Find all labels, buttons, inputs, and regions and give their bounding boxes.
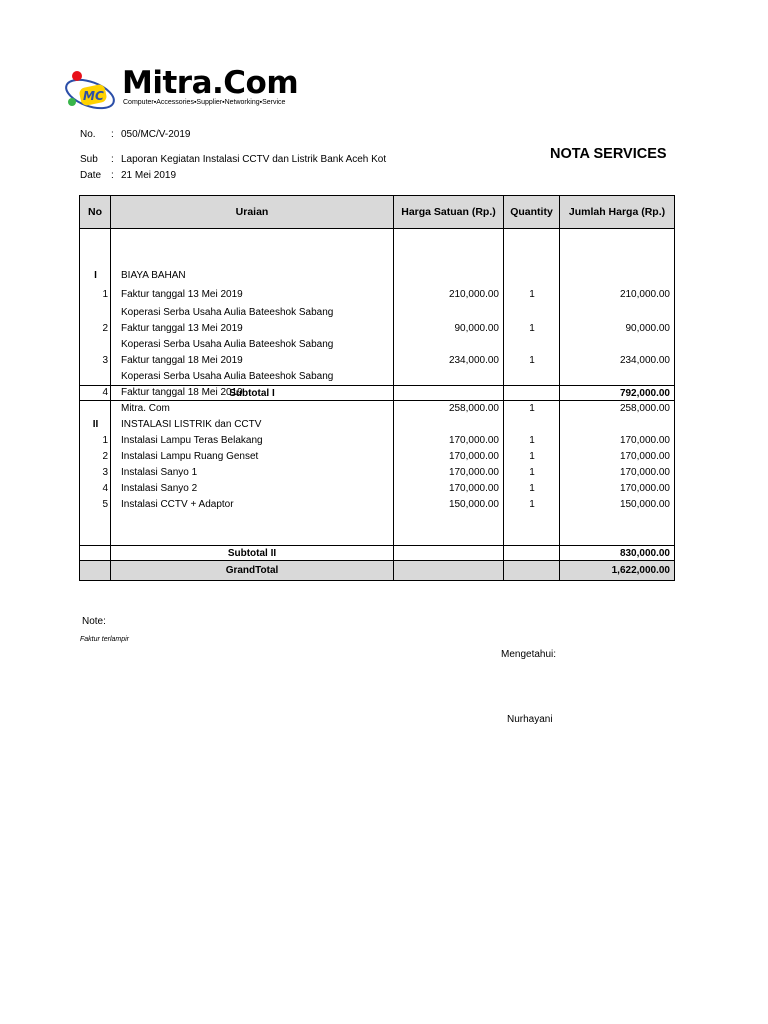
s2-item-4-jumlah: 170,000.00 [619,483,670,494]
subtotal-2-row [80,546,675,561]
logo-emblem-icon [62,66,122,118]
s2-item-1-desc: Instalasi Lampu Teras Belakang [121,435,263,446]
note-label: Note: [82,616,106,627]
col-header-jumlah: Jumlah Harga (Rp.) [560,196,675,229]
section-2-no-cell [80,401,111,546]
services-table [79,195,675,581]
subtotal-2-value: 830,000.00 [560,546,675,561]
section-2-harga-cell [394,401,504,546]
logo-red-ball [72,71,82,81]
s2-item-5-harga: 150,000.00 [448,499,499,510]
s2-item-2-jumlah: 170,000.00 [619,451,670,462]
s1-item-2-line2: Koperasi Serba Usaha Aulia Bateeshok Sabang [121,339,334,350]
col-header-uraian: Uraian [111,196,394,229]
subtotal-2-label: Subtotal II [111,546,394,561]
col-header-harga: Harga Satuan (Rp.) [394,196,504,229]
s2-item-1-jumlah: 170,000.00 [619,435,670,446]
s2-item-4-qty: 1 [529,483,535,494]
s1-item-3-no: 3 [102,355,108,366]
s1-item-4-no: 4 [102,387,108,398]
sub-label: Sub [80,154,98,165]
s1-item-2-harga: 90,000.00 [454,323,499,334]
s2-item-5-qty: 1 [529,499,535,510]
section-1-no-cell [80,229,111,398]
section-1-body [80,229,675,386]
s2-item-1-qty: 1 [529,435,535,446]
grandtotal-value: 1,622,000.00 [560,561,675,581]
s2-item-3-harga: 170,000.00 [448,467,499,478]
no-value: 050/MC/V-2019 [121,129,191,140]
section-2-body [80,401,675,546]
note-text: Faktur terlampir [80,636,130,643]
s2-item-1-no: 1 [102,435,108,446]
s1-item-4-line2: Mitra. Com [121,403,170,414]
s1-item-1-line1: Faktur tanggal 13 Mei 2019 [121,289,243,300]
section-1-qty-cell [504,229,560,414]
section-2-jumlah-cell [560,401,675,546]
s1-item-3-line1: Faktur tanggal 18 Mei 2019 [121,355,243,366]
s2-item-3-no: 3 [102,467,108,478]
s2-item-5-desc: Instalasi CCTV + Adaptor [121,499,234,510]
s2-item-4-desc: Instalasi Sanyo 2 [121,483,198,494]
s2-item-3-desc: Instalasi Sanyo 1 [121,467,198,478]
s2-item-4-harga: 170,000.00 [448,483,499,494]
section-1-title: BIAYA BAHAN [121,270,186,281]
s1-item-1-qty: 1 [529,289,535,300]
s2-item-2-harga: 170,000.00 [448,451,499,462]
acknowledged-label: Mengetahui: [501,649,557,660]
logo-tagline: Computer▪Accessories▪Supplier▪Networking▪Service [123,99,286,106]
s1-item-3-line2: Koperasi Serba Usaha Aulia Bateeshok Sabang [121,371,334,382]
s1-item-2-line1: Faktur tanggal 13 Mei 2019 [121,323,243,334]
s1-item-3-qty: 1 [529,355,535,366]
s1-item-1-line2: Koperasi Serba Usaha Aulia Bateeshok Sabang [121,307,334,318]
s2-item-3-qty: 1 [529,467,535,478]
logo-badge-text: MC [83,89,104,103]
s2-item-4-no: 4 [102,483,108,494]
date-label: Date [80,170,102,181]
document-title: NOTA SERVICES [550,146,667,162]
s2-item-5-no: 5 [102,499,108,510]
sub-value: Laporan Kegiatan Instalasi CCTV dan Listrik Bank Aceh Kot [121,154,387,165]
section-2-qty-cell [504,401,560,546]
s2-item-1-harga: 170,000.00 [448,435,499,446]
s2-item-3-jumlah: 170,000.00 [619,467,670,478]
signer-name: Nurhayani [507,714,553,725]
table-header-row [80,196,675,229]
section-1-harga-cell [394,229,504,414]
date-colon: : [111,170,114,181]
sub-colon: : [111,154,114,165]
s1-item-4-qty: 1 [529,403,535,414]
s1-item-1-jumlah: 210,000.00 [619,289,670,300]
no-colon: : [111,129,114,140]
date-value: 21 Mei 2019 [121,170,177,181]
logo-wordmark: Mitra.Com [122,65,299,101]
section-1-roman: I [94,270,97,281]
grandtotal-label: GrandTotal [111,561,394,581]
s1-item-2-jumlah: 90,000.00 [625,323,670,334]
col-header-qty: Quantity [504,196,560,229]
s1-item-4-harga: 258,000.00 [448,403,499,414]
logo-green-ball [68,98,76,106]
company-logo [62,65,299,118]
s1-item-2-qty: 1 [529,323,535,334]
s1-item-2-no: 2 [102,323,108,334]
s1-item-4-line1: Faktur tanggal 18 Mei 2019 [121,387,243,398]
s1-item-1-no: 1 [102,289,108,300]
s1-item-3-harga: 234,000.00 [448,355,499,366]
no-label: No. [80,129,96,140]
subtotal-1-value: 792,000.00 [560,386,675,401]
section-2-desc-cell [111,401,394,546]
s2-item-5-jumlah: 150,000.00 [619,499,670,510]
s1-item-3-jumlah: 234,000.00 [619,355,670,366]
s1-item-4-jumlah: 258,000.00 [619,403,670,414]
section-2-title: INSTALASI LISTRIK dan CCTV [121,419,262,430]
subtotal-1-label: Subtotal I [111,386,394,401]
section-2-roman: II [92,419,99,430]
grandtotal-row [80,561,675,581]
s2-item-2-desc: Instalasi Lampu Ruang Genset [121,451,259,462]
col-header-no: No [80,196,111,229]
s2-item-2-no: 2 [102,451,108,462]
s1-item-1-harga: 210,000.00 [448,289,499,300]
s2-item-2-qty: 1 [529,451,535,462]
